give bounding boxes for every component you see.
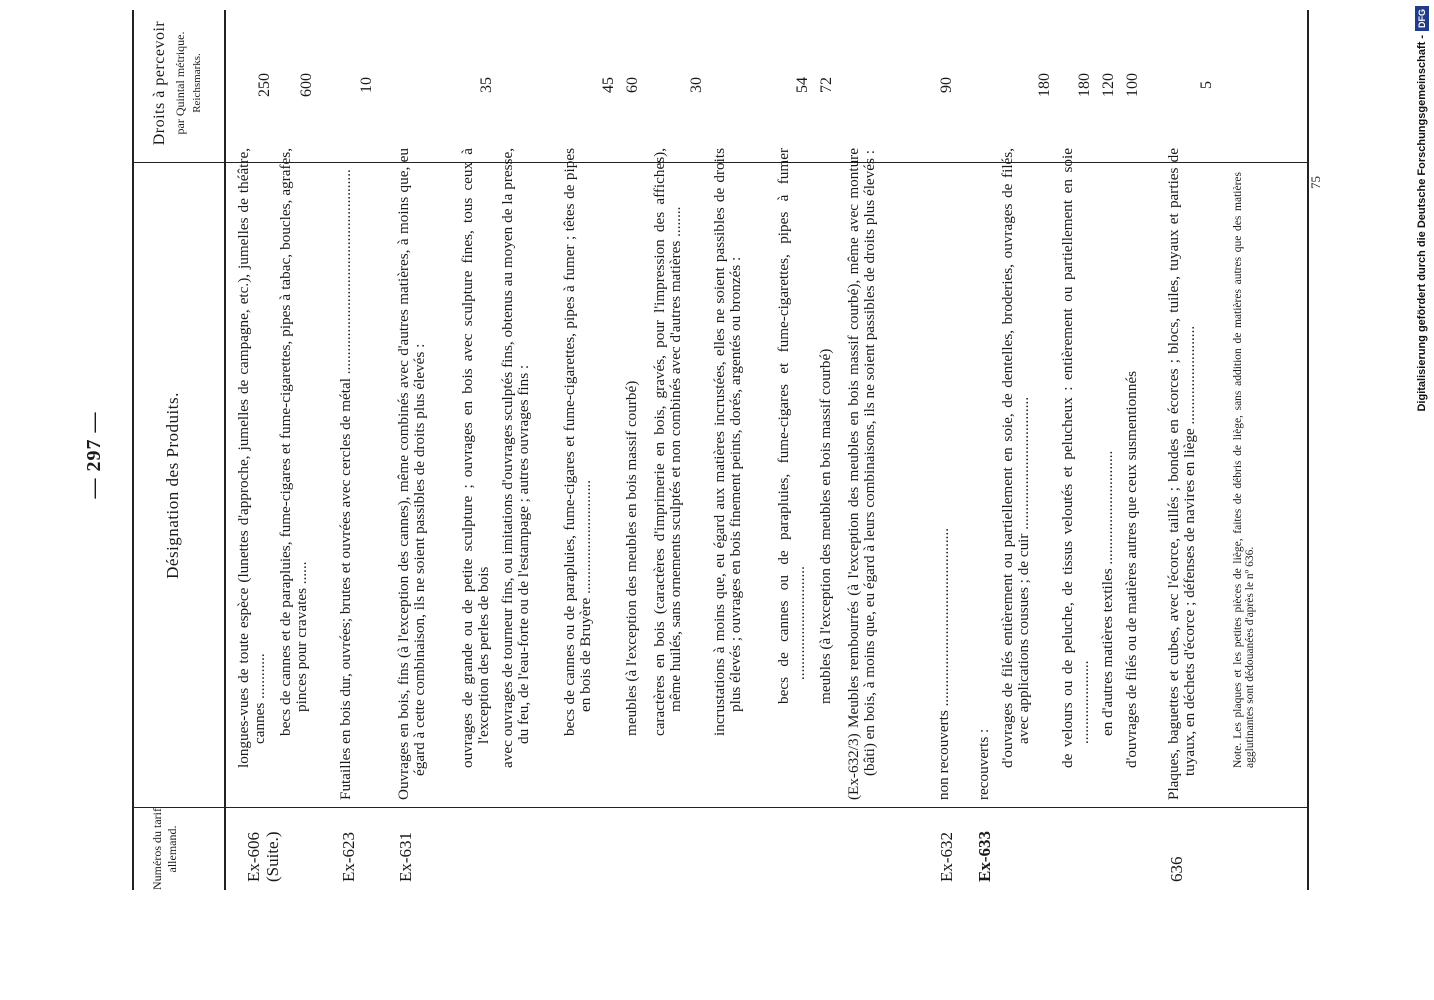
- product-line: d'ouvrages de filés entièrement ou partiellement en soie, de dentelles, broderies, ouvrages de filés, avec applications cousues ; de cuir ...................................: [999, 148, 1032, 768]
- dfg-logo: DFG: [1415, 6, 1429, 31]
- tariff-number: 636: [1167, 856, 1186, 882]
- header-bottom-rule: [224, 10, 226, 890]
- product-line: recouverts :: [975, 728, 992, 800]
- note-label: Note.: [1232, 742, 1244, 768]
- table-bottom-rule: [1307, 10, 1309, 890]
- column-divider-1: [132, 807, 1307, 808]
- header-designation: Désignation des Produits.: [163, 392, 182, 579]
- product-line: Plaques, baguettes et cubes, avec l'écorce, taillés ; bondes en écorces ; blocs, tuiles, tuyaux et parties de tuyaux, en déchets d'écorce ; défenses de navires en liège ..........................: [1165, 148, 1198, 800]
- product-line: Ouvrages en bois, fins (à l'exception des cannes), même combinés avec d'autres matières, à moins que, eu égard à cette combinaison, ils ne soient passibles de droits plus élevés :: [395, 148, 428, 800]
- tariff-number: Ex-633: [975, 831, 994, 882]
- duty-value: 600: [298, 73, 315, 97]
- product-line: becs de cannes ou de parapluies, fume-cigares et fume-cigarettes, pipes à fumer ..............................: [775, 148, 808, 704]
- product-line: meubles (à l'exception des meubles en bois massif courbé): [623, 380, 640, 736]
- product-line: de velours ou de peluche, de tissus veloutés et pelucheux : entièrement ou partiellement en soie ......................: [1059, 148, 1092, 768]
- tariff-number: Ex-632: [937, 831, 956, 882]
- duty-value: 54: [794, 77, 811, 93]
- note-text: Les plaques et les petites pièces de liège, faites de débris de liège, sans addition de matières autres que des matières agglutinantes sont dédouanées d'après le nº 636.: [1232, 172, 1256, 768]
- header-droits-unit: Reichsmarks.: [191, 53, 203, 113]
- tariff-number: Ex-623: [339, 831, 358, 882]
- page-number: — 297 —: [83, 411, 105, 499]
- duty-value: 5: [1198, 81, 1215, 89]
- duty-value: 120: [1100, 73, 1117, 97]
- header-droits: [150, 3, 205, 163]
- product-line: d'ouvrages de filés ou de matières autres que ceux susmentionnés: [1123, 370, 1140, 768]
- product-line: (Ex-632/3) Meubles rembourrés (à l'exception des meubles en bois massif courbé), même avec monture (bâti) en bois, à moins que, eu égard à leurs combinaisons, ils ne soient passibles de droits plus élevés :: [845, 148, 878, 800]
- product-line: Futailles en bois dur, ouvrées; brutes et ouvrées avec cercles de métal ......................................................: [337, 169, 354, 800]
- footer-number: 75: [1308, 176, 1323, 189]
- duty-value: 90: [938, 77, 955, 93]
- tariff-number: Ex-631: [396, 831, 415, 882]
- table-top-rule: [132, 10, 134, 890]
- duty-value: 250: [256, 73, 273, 97]
- duty-value: 60: [624, 77, 641, 93]
- digitization-credit: [1412, 6, 1432, 412]
- duty-value: 45: [600, 77, 617, 93]
- product-line: non recouverts ...............................................: [935, 527, 952, 800]
- digitization-credit-text: Digitalisierung gefördert durch die Deutsche Forschungsgemeinschaft -: [1416, 35, 1428, 412]
- product-line: en d'autres matières textiles ..............................: [1099, 450, 1116, 736]
- product-line: becs de cannes et de parapluies, fume-cigares et fume-cigarettes, pipes à tabac, boucles, agrafes, pinces pour cravates ......: [277, 148, 310, 736]
- tariff-number: Ex-606 (Suite.): [244, 831, 282, 882]
- note: [1232, 172, 1256, 768]
- product-line: becs de cannes ou de parapluies, fume-cigares et fume-cigarettes, pipes à fumer ; têtes de pipes en bois de Bruyère ..............................: [561, 148, 594, 736]
- duty-value: 100: [1124, 73, 1141, 97]
- product-line: incrustations à moins que, eu égard aux matières incrustées, elles ne soient passibles de droits plus élevés ; ouvrages en bois finement peints, dorés, argentés ou bronzés :: [711, 148, 744, 736]
- duty-value: 35: [478, 77, 495, 93]
- duty-value: 10: [358, 77, 375, 93]
- product-line: avec ouvrages de tourneur fins, ou imitations d'ouvrages sculptés fins, obtenus au moyen de la presse, du feu, de l'eau-forte ou de l'estampage ; autres ouvrages fins :: [499, 148, 532, 768]
- product-line: caractères en bois (caractères d'imprimerie en bois, gravés, pour l'impression des affiches), même huilés, sans ornements sculptés et non combinés avec d'autres matières ........: [651, 148, 684, 736]
- duty-value: 180: [1036, 73, 1053, 97]
- product-line: ouvrages de grande ou de petite sculpture ; ouvrages en bois avec sculpture fines, tous ceux à l'exception des perles de bois: [459, 148, 492, 768]
- product-line: meubles (à l'exception des meubles en bois massif courbé): [817, 348, 834, 704]
- duty-value: 30: [688, 77, 705, 93]
- header-droits-sub: par Quintal métrique.: [173, 31, 187, 135]
- duty-value: 180: [1076, 73, 1093, 97]
- product-line: longues-vues de toute espèce (lunettes d'approche, jumelles de campagne, etc.), jumelles de théâtre, cannes ............: [235, 148, 268, 768]
- header-numeros: Numéros du tarif allemand.: [150, 808, 179, 890]
- header-droits-title: Droits à percevoir: [151, 20, 168, 146]
- duty-value: 72: [818, 77, 835, 93]
